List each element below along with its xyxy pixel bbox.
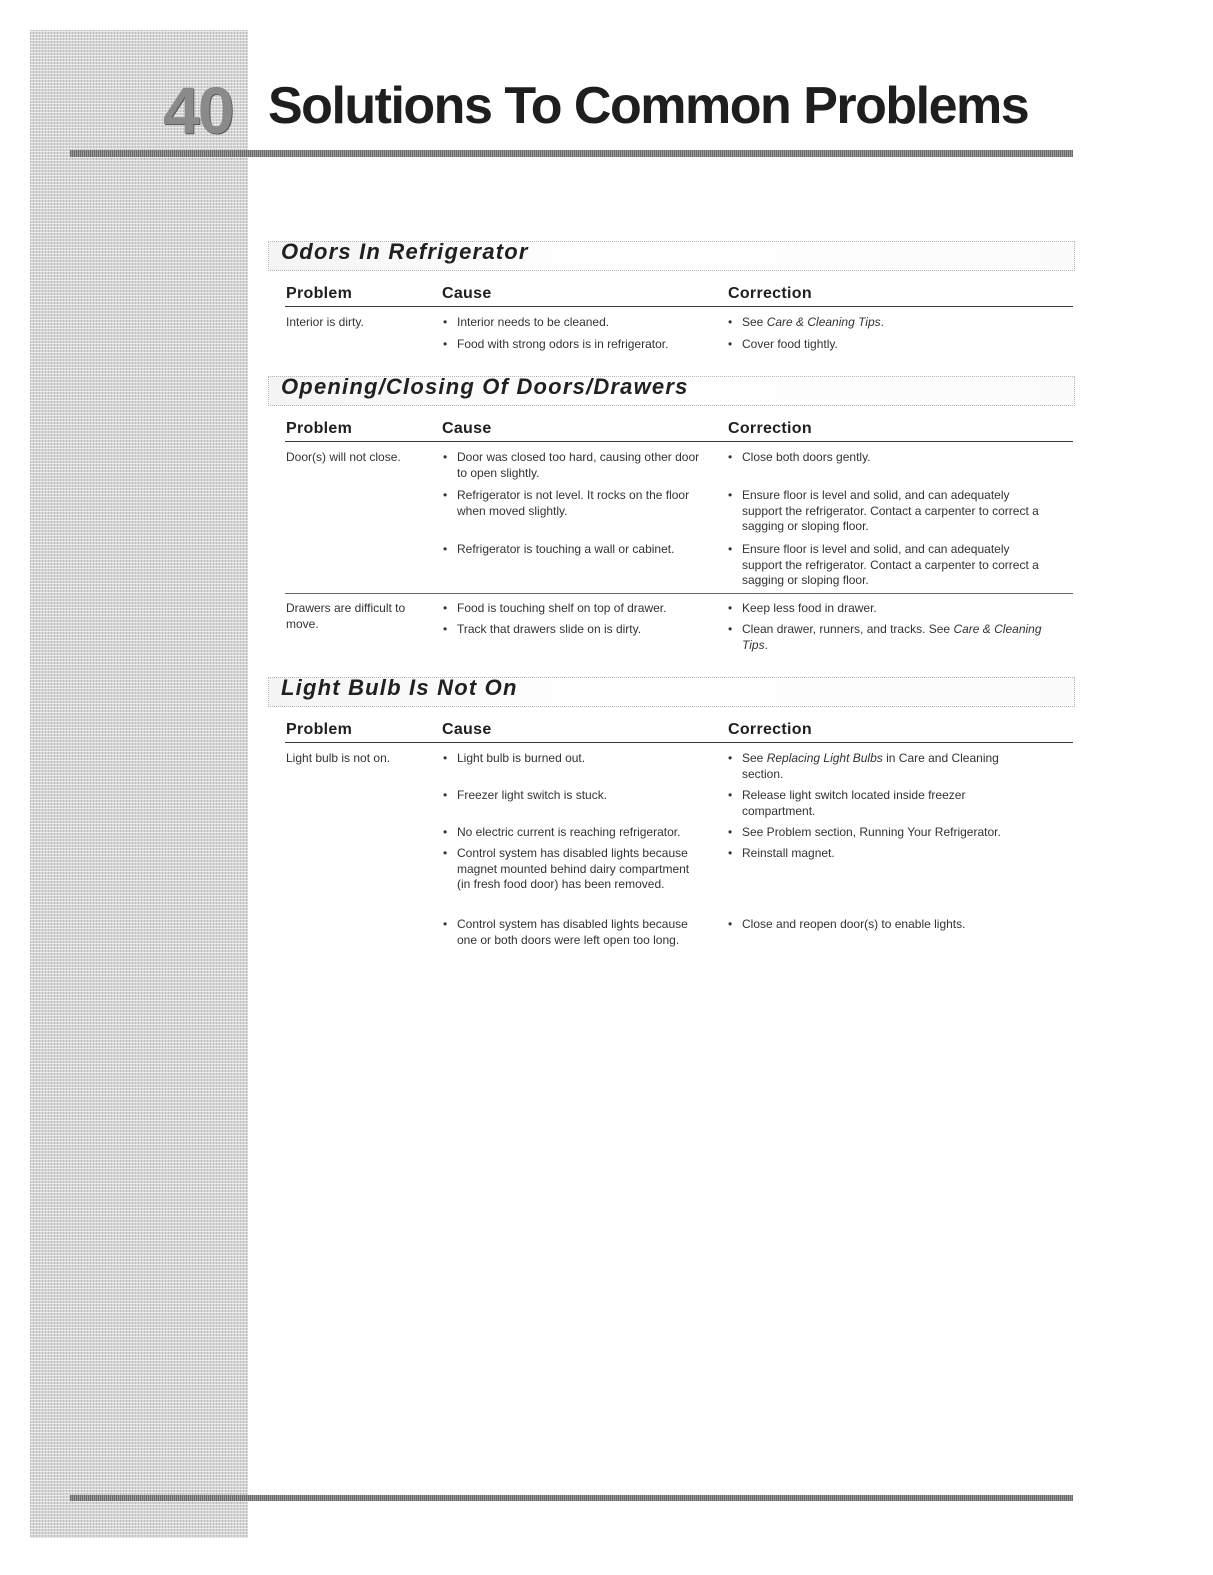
cause-item: • Light bulb is burned out. (457, 751, 707, 767)
cause-item: • Freezer light switch is stuck. (457, 788, 707, 804)
section-title: Odors In Refrigerator (281, 239, 529, 264)
page-title: Solutions To Common Problems (268, 77, 1029, 135)
section-header-doors-drawers (268, 376, 1075, 406)
column-header-problem: Problem (286, 420, 353, 437)
cause-item: • Food with strong odors is in refrigerator. (457, 337, 707, 353)
cause-item: • Door was closed too hard, causing other door to open slightly. (457, 450, 707, 481)
correction-item: • Close both doors gently. (742, 450, 1042, 466)
column-header-cause: Cause (442, 420, 492, 437)
footer-rule (70, 1495, 1073, 1501)
correction-item: • Reinstall magnet. (742, 846, 1042, 862)
column-header-correction: Correction (728, 721, 812, 738)
decorative-side-band (30, 30, 248, 1538)
correction-item: • Ensure floor is level and solid, and can adequately support the refrigerator. Contact a carpenter to correct a sagging or sloping floor. (742, 542, 1042, 589)
problem-cell: Door(s) will not close. (286, 450, 401, 464)
cause-item: • Track that drawers slide on is dirty. (457, 622, 717, 638)
header-rule (70, 150, 1073, 157)
correction-item: • Keep less food in drawer. (742, 601, 1042, 617)
cause-item: • Food is touching shelf on top of drawer. (457, 601, 717, 617)
correction-item: • Ensure floor is level and solid, and can adequately support the refrigerator. Contact a carpenter to correct a sagging or sloping floor. (742, 488, 1042, 535)
cause-item: • Refrigerator is touching a wall or cabinet. (457, 542, 717, 558)
problem-cell: Light bulb is not on. (286, 751, 391, 765)
cause-item: • Control system has disabled lights because one or both doors were left open too long. (457, 917, 707, 948)
correction-item: • Clean drawer, runners, and tracks. See Care & Cleaning Tips. (742, 622, 1042, 653)
cause-item: • No electric current is reaching refrigerator. (457, 825, 727, 841)
correction-item: • See Care & Cleaning Tips. (742, 315, 1042, 331)
correction-item: • See Replacing Light Bulbs in Care and Cleaning section. (742, 751, 1042, 782)
cause-item: • Interior needs to be cleaned. (457, 315, 707, 331)
correction-item: • Release light switch located inside freezer compartment. (742, 788, 1022, 819)
column-header-cause: Cause (442, 721, 492, 738)
problem-cell: Drawers are difficult to move. (286, 601, 406, 631)
column-header-problem: Problem (286, 285, 353, 302)
header-rule-line (285, 441, 1073, 442)
column-header-problem: Problem (286, 721, 353, 738)
cause-item: • Refrigerator is not level. It rocks on the floor when moved slightly. (457, 488, 707, 519)
section-header-light-bulb (268, 677, 1075, 707)
problem-cell: Interior is dirty. (286, 315, 364, 329)
correction-item: • See Problem section, Running Your Refrigerator. (742, 825, 1062, 841)
page-number: 40 (163, 73, 233, 147)
correction-item: • Cover food tightly. (742, 337, 1042, 353)
section-title: Light Bulb Is Not On (281, 675, 518, 700)
cause-item: • Control system has disabled lights because magnet mounted behind dairy compartment (in fresh food door) has been removed. (457, 846, 697, 893)
section-header-odors (268, 241, 1075, 271)
column-header-correction: Correction (728, 420, 812, 437)
column-header-cause: Cause (442, 285, 492, 302)
row-divider (285, 593, 1073, 594)
column-header-correction: Correction (728, 285, 812, 302)
correction-item: • Close and reopen door(s) to enable lights. (742, 917, 1042, 933)
header-rule-line (285, 306, 1073, 307)
section-title: Opening/Closing Of Doors/Drawers (281, 374, 689, 399)
header-rule-line (285, 742, 1073, 743)
